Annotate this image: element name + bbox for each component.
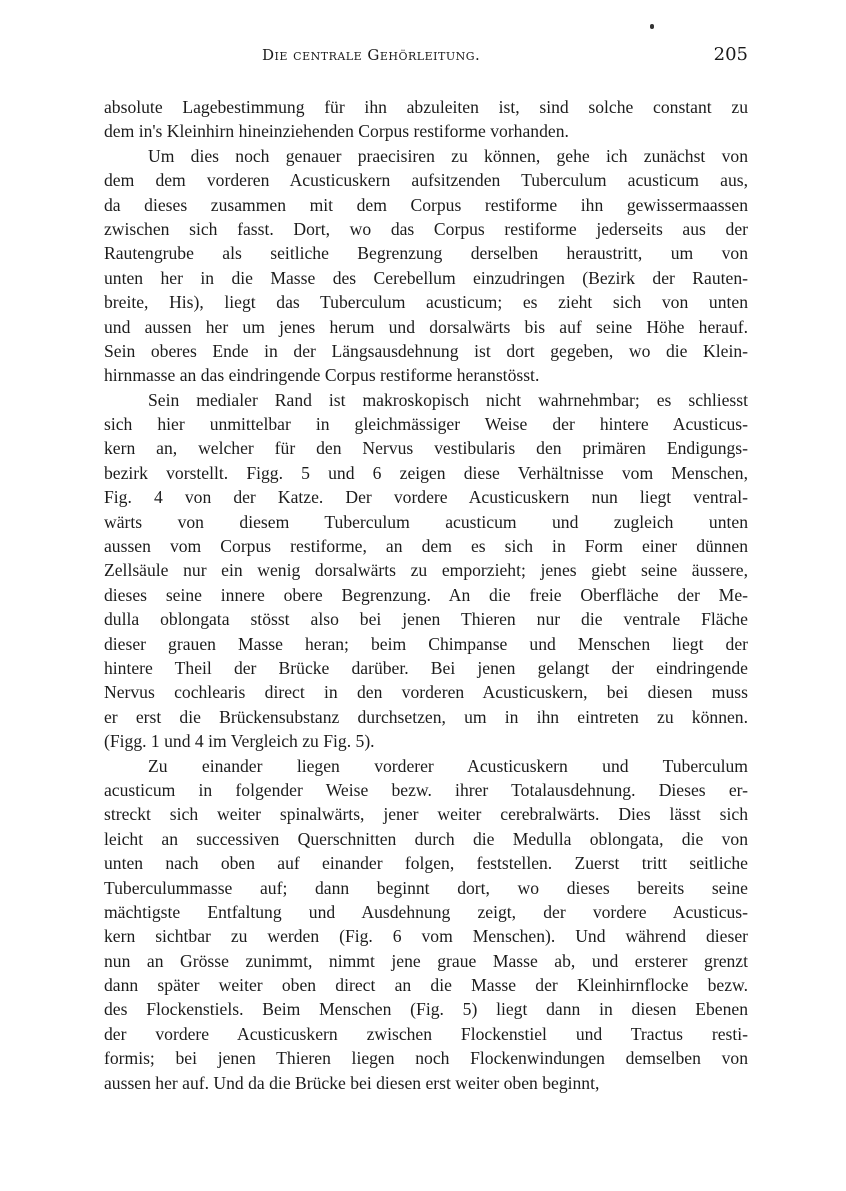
text-line: Tuberculummasse auf; dann beginnt dort, wo dieses bereits seine (104, 877, 748, 898)
text-line: aussen her auf. Und da die Brücke bei diesen erst weiter oben beginnt, (104, 1072, 600, 1093)
text-line: Rautengrube als seitliche Begrenzung derselben heraustritt, um von (104, 243, 748, 264)
text-line: und aussen her um jenes herum und dorsalwärts bis auf seine Höhe herauf. (104, 316, 748, 337)
text-line: aussen vom Corpus restiforme, an dem es sich in Form einer dünnen (104, 536, 748, 557)
text-line: dieses seine innere obere Begrenzung. An die freie Oberfläche der Me- (104, 584, 748, 605)
text-line: des Flockenstiels. Beim Menschen (Fig. 5) liegt dann in diesen Ebenen (104, 999, 748, 1020)
text-line: dulla oblongata stösst also bei jenen Thieren nur die ventrale Fläche (104, 609, 748, 630)
text-line: hintere Theil der Brücke darüber. Bei jenen gelangt der eindringende (104, 657, 748, 678)
paragraph (104, 144, 748, 388)
text-line: dieser grauen Masse heran; beim Chimpanse und Menschen liegt der (104, 633, 748, 654)
paragraph (104, 754, 748, 1095)
text-line: er erst die Brückensubstanz durchsetzen, um in ihn eintreten zu können. (104, 706, 748, 727)
text-line: Sein oberes Ende in der Längsausdehnung ist dort gegeben, wo die Klein- (104, 340, 748, 361)
running-title: Die centrale Gehörleitung. (262, 46, 481, 64)
text-line: unten nach oben auf einander folgen, feststellen. Zuerst tritt seitliche (104, 853, 748, 874)
text-line: wärts von diesem Tuberculum acusticum und zugleich unten (104, 511, 748, 532)
text-line: Zellsäule nur ein wenig dorsalwärts zu emporzieht; jenes giebt seine äussere, (104, 560, 748, 581)
text-line: dem dem vorderen Acusticuskern aufsitzenden Tuberculum acusticum aus, (104, 170, 748, 191)
text-line: Fig. 4 von der Katze. Der vordere Acusticuskern nun liegt ventral- (104, 487, 748, 508)
text-line: Sein medialer Rand ist makroskopisch nicht wahrnehmbar; es schliesst (148, 389, 748, 410)
running-header (104, 42, 748, 70)
text-line: da dieses zusammen mit dem Corpus restiforme ihn gewissermaassen (104, 194, 748, 215)
text-line: mächtigste Entfaltung und Ausdehnung zeigt, der vordere Acusticus- (104, 901, 748, 922)
text-line: hirnmasse an das eindringende Corpus restiforme heranstösst. (104, 365, 540, 386)
text-line: kern sichtbar zu werden (Fig. 6 vom Menschen). Und während dieser (104, 926, 748, 947)
text-line: Nervus cochlearis direct in den vorderen Acusticuskern, bei diesen muss (104, 682, 748, 703)
text-line: Um dies noch genauer praecisiren zu können, gehe ich zunächst von (148, 145, 748, 166)
text-line: Zu einander liegen vorderer Acusticuskern und Tuberculum (148, 755, 748, 776)
paragraph (104, 95, 748, 144)
text-line: dann später weiter oben direct an die Masse der Kleinhirnflocke bezw. (104, 975, 748, 996)
text-line: leicht an successiven Querschnitten durch die Medulla oblongata, die von (104, 828, 748, 849)
body-text (104, 95, 748, 1095)
text-line: formis; bei jenen Thieren liegen noch Flockenwindungen demselben von (104, 1048, 748, 1069)
text-line: (Figg. 1 und 4 im Vergleich zu Fig. 5). (104, 731, 375, 752)
text-line: sich hier unmittelbar in gleichmässiger Weise der hintere Acusticus- (104, 414, 748, 435)
text-line: absolute Lagebestimmung für ihn abzuleiten ist, sind solche constant zu (104, 97, 748, 117)
print-speck (650, 24, 654, 29)
text-line: der vordere Acusticuskern zwischen Flockenstiel und Tractus resti- (104, 1023, 748, 1044)
paragraph (104, 388, 748, 754)
text-line: kern an, welcher für den Nervus vestibularis den primären Endigungs- (104, 438, 748, 459)
text-line: nun an Grösse zunimmt, nimmt jene graue Masse ab, und ersterer grenzt (104, 950, 748, 971)
text-line: zwischen sich fasst. Dort, wo das Corpus restiforme jederseits aus der (104, 218, 748, 239)
text-line: bezirk vorstellt. Figg. 5 und 6 zeigen diese Verhältnisse vom Menschen, (104, 462, 748, 483)
text-line: breite, His), liegt das Tuberculum acusticum; es zieht sich von unten (104, 292, 748, 313)
text-line: streckt sich weiter spinalwärts, jener weiter cerebralwärts. Dies lässt sich (104, 804, 748, 825)
page-number: 205 (713, 44, 748, 65)
text-line: acusticum in folgender Weise bezw. ihrer Totalausdehnung. Dieses er- (104, 779, 748, 800)
text-line: dem in's Kleinhirn hineinziehenden Corpus restiforme vorhanden. (104, 121, 569, 142)
text-line: unten her in die Masse des Cerebellum einzudringen (Bezirk der Rauten- (104, 267, 748, 288)
